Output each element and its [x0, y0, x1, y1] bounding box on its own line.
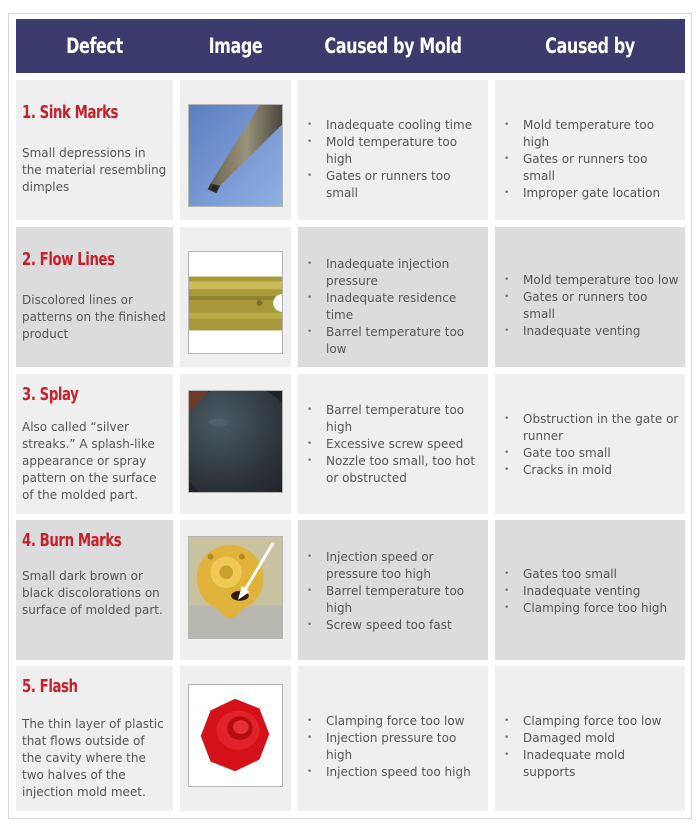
machine-causes-list	[495, 411, 681, 479]
table-row	[16, 227, 685, 367]
sink-marks-photo	[188, 104, 283, 207]
machine-causes-cell	[495, 520, 685, 660]
list-item: • Barrel temperature too high	[298, 402, 484, 436]
list-item: • Mold temperature too high	[495, 117, 681, 151]
list-item: • Gates too small	[495, 566, 681, 583]
header-image: Image	[208, 34, 263, 58]
list-item: • Excessive screw speed	[298, 436, 484, 453]
list-item: • Clamping force too low	[298, 713, 484, 730]
mold-causes-cell	[298, 227, 488, 367]
list-item: • Clamping force too low	[495, 713, 681, 730]
image-cell	[180, 80, 291, 220]
list-item: • Inadequate mold supports	[495, 747, 681, 781]
header-caused-by-mold: Caused by Mold	[324, 34, 462, 58]
list-item: • Injection speed too high	[298, 764, 484, 781]
machine-causes-list	[495, 117, 681, 202]
machine-causes-list	[495, 566, 681, 617]
list-item: • Gates or runners too small	[298, 168, 484, 202]
defect-description: Discolored lines or patterns on the finished product	[22, 293, 166, 341]
list-item: • Barrel temperature too low	[298, 324, 484, 358]
machine-causes-cell	[495, 374, 685, 514]
defect-description: Small dark brown or black discolorations on surface of molded part.	[22, 569, 163, 617]
machine-causes-cell	[495, 666, 685, 811]
list-item: • Improper gate location	[495, 185, 681, 202]
splay-photo	[188, 390, 283, 493]
list-item: • Gates or runners too small	[495, 289, 681, 323]
list-item: • Inadequate venting	[495, 583, 681, 600]
burn-marks-photo	[188, 536, 283, 639]
list-item: • Inadequate cooling time	[298, 117, 484, 134]
defect-description: Small depressions in the material resembling dimples	[22, 146, 167, 194]
header-defect: Defect	[66, 34, 123, 58]
list-item: • Cracks in mold	[495, 462, 681, 479]
table-row	[16, 374, 685, 514]
image-cell	[180, 374, 291, 514]
header-caused-by-machine: Caused by	[545, 34, 635, 58]
machine-causes-cell	[495, 227, 685, 367]
table-row	[16, 520, 685, 660]
list-item: • Gate too small	[495, 445, 681, 462]
mold-causes-list	[298, 256, 484, 358]
image-cell	[180, 520, 291, 660]
image-cell	[180, 666, 291, 811]
defect-title: 5. Flash	[22, 676, 78, 697]
mold-causes-list	[298, 549, 484, 634]
machine-causes-list	[495, 713, 681, 781]
table-header	[16, 19, 685, 73]
defect-cell	[16, 80, 173, 220]
defect-cell	[16, 666, 173, 811]
defect-description: The thin layer of plastic that flows outside of the cavity where the two halves of the injection mold meet.	[22, 717, 164, 799]
mold-causes-cell	[298, 80, 488, 220]
mold-causes-cell	[298, 666, 488, 811]
list-item: • Injection pressure too high	[298, 730, 484, 764]
mold-causes-list	[298, 117, 484, 202]
image-cell	[180, 227, 291, 367]
list-item: • Barrel temperature too high	[298, 583, 484, 617]
machine-causes-cell	[495, 80, 685, 220]
list-item: • Mold temperature too high	[298, 134, 484, 168]
defect-cell	[16, 227, 173, 367]
mold-causes-cell	[298, 520, 488, 660]
defect-title: 1. Sink Marks	[22, 102, 119, 123]
list-item: • Clamping force too high	[495, 600, 681, 617]
defect-cell	[16, 374, 173, 514]
list-item: • Gates or runners too small	[495, 151, 681, 185]
defect-cell	[16, 520, 173, 660]
defect-description: Also called “silver streaks.” A splash-like appearance or spray pattern on the surface of the molded part.	[22, 420, 157, 502]
list-item: • Obstruction in the gate or runner	[495, 411, 681, 445]
list-item: • Inadequate residence time	[298, 290, 484, 324]
list-item: • Nozzle too small, too hot or obstructed	[298, 453, 484, 487]
mold-causes-list	[298, 713, 484, 781]
defect-title: 2. Flow Lines	[22, 249, 115, 270]
list-item: • Inadequate injection pressure	[298, 256, 484, 290]
flash-photo	[188, 684, 283, 787]
list-item: • Injection speed or pressure too high	[298, 549, 484, 583]
flow-lines-photo	[188, 251, 283, 354]
table-row	[16, 666, 685, 811]
mold-causes-cell	[298, 374, 488, 514]
list-item: • Mold temperature too low	[495, 272, 681, 289]
mold-causes-list	[298, 402, 484, 487]
table-row	[16, 80, 685, 220]
machine-causes-list	[495, 272, 681, 340]
list-item: • Inadequate venting	[495, 323, 681, 340]
list-item: • Damaged mold	[495, 730, 681, 747]
defect-title: 4. Burn Marks	[22, 530, 122, 551]
list-item: • Screw speed too fast	[298, 617, 484, 634]
defect-title: 3. Splay	[22, 384, 79, 405]
